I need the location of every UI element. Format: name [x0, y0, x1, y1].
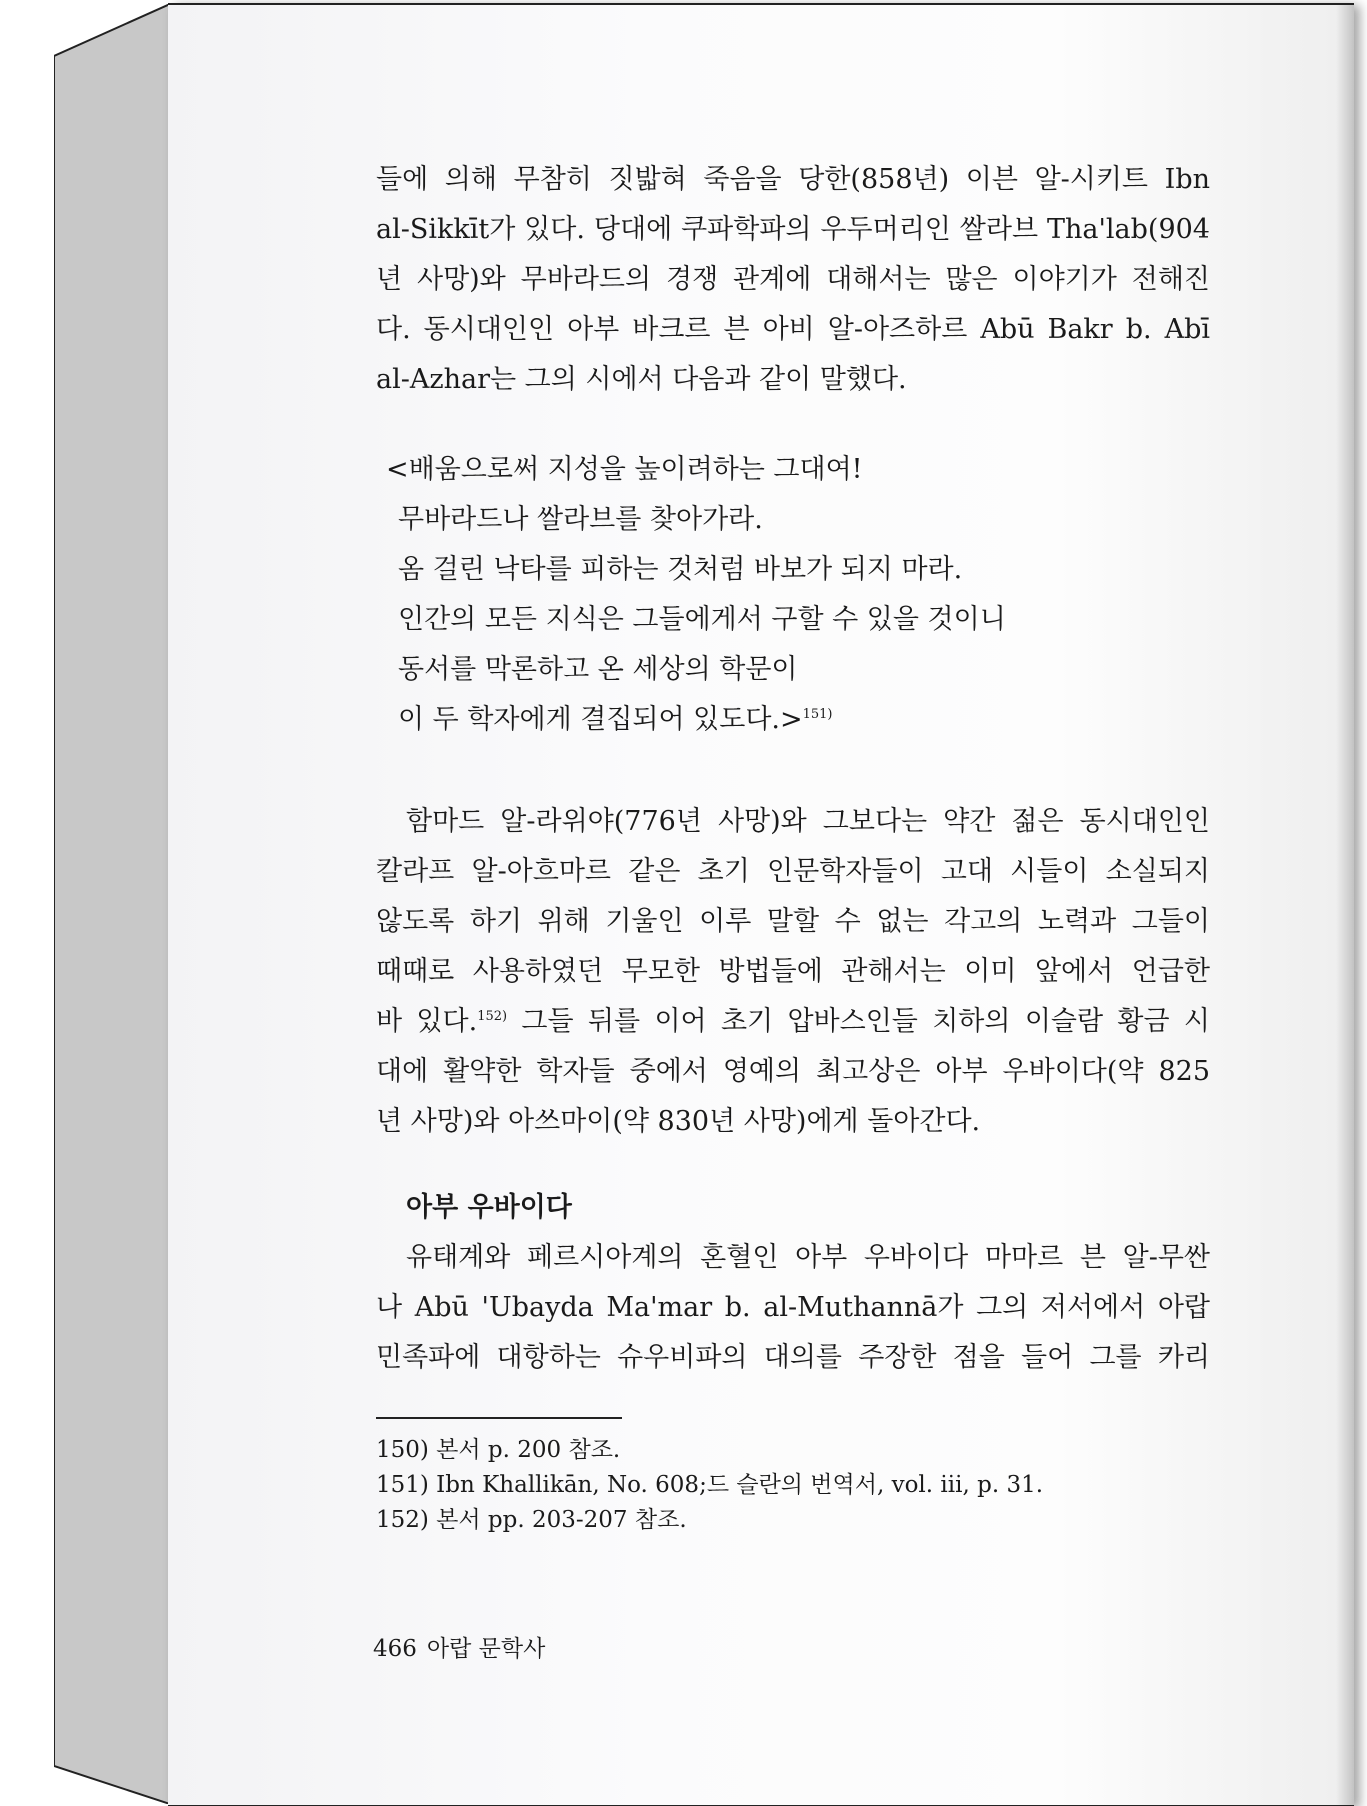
text-line: al-Azhar는 그의 시에서 다음과 같이 말했다.: [376, 364, 907, 395]
footnote-divider: [376, 1417, 622, 1419]
poem-line: 인간의 모든 지식은 그들에게서 구할 수 있을 것이니: [398, 604, 1006, 635]
poem-line-text: 이 두 학자에게 결집되어 있도다.>: [398, 704, 803, 735]
page-number: 466: [373, 1636, 417, 1662]
poem-line: 무바라드나 쌀라브를 찾아가라.: [398, 504, 763, 535]
paragraph-2: [376, 797, 1210, 1147]
footnote-150: 150) 본서 p. 200 참조.: [376, 1437, 621, 1463]
text-segment: 그들 뒤를 이어 초기 압바스인들 치하의 이슬람 황금 시: [507, 1006, 1211, 1037]
book-spine-edge: [54, 4, 170, 1804]
spacer: [376, 1147, 1210, 1183]
footnotes: [376, 1433, 1210, 1538]
poem-line: 동서를 막론하고 온 세상의 학문이: [398, 654, 798, 685]
text-line: 대에 활약한 학자들 중에서 영예의 최고상은 아부 우바이다(약 825: [376, 1056, 1210, 1087]
paragraph-1: [376, 155, 1210, 405]
text-line: 년 사망)와 아쓰마이(약 830년 사망)에게 돌아간다.: [376, 1106, 981, 1137]
text-segment: 바 있다.: [376, 1006, 478, 1037]
text-line: 들에 의해 무참히 짓밟혀 죽음을 당한(858년) 이븐 알-시키트 Ibn: [376, 164, 1210, 195]
page-content: [376, 155, 1210, 1538]
running-title: 아랍 문학사: [426, 1636, 546, 1662]
text-line: 때때로 사용하였던 무모한 방법들에 관해서는 이미 앞에서 언급한: [376, 956, 1210, 987]
quoted-poem: [386, 445, 1210, 745]
section-heading: 아부 우바이다: [406, 1192, 572, 1223]
footnote-151: 151) Ibn Khallikān, No. 608;드 슬란의 번역서, vol. iii, p. 31.: [376, 1472, 1044, 1498]
footnote-ref-151: 151): [802, 707, 833, 722]
text-line: 함마드 알-라위야(776년 사망)와 그보다는 약간 젊은 동시대인인: [406, 806, 1210, 837]
text-line: al-Sikkīt가 있다. 당대에 쿠파학파의 우두머리인 쌀라브 Tha'lab(904: [376, 214, 1210, 245]
text-line: 유태계와 페르시아계의 혼혈인 아부 우바이다 마마르 븐 알-무싼: [406, 1242, 1210, 1273]
poem-line: <배움으로써 지성을 높이려하는 그대여!: [386, 454, 863, 485]
page-sheet: [168, 3, 1354, 1806]
text-line: 년 사망)와 무바라드의 경쟁 관계에 대해서는 많은 이야기가 전해진: [376, 264, 1210, 295]
text-line: 칼라프 알-아흐마르 같은 초기 인문학자들이 고대 시들이 소실되지: [376, 856, 1210, 887]
text-line: 않도록 하기 위해 기울인 이루 말할 수 없는 각고의 노력과 그들이: [376, 906, 1210, 937]
text-line: 민족파에 대항하는 슈우비파의 대의를 주장한 점을 들어 그를 카리: [376, 1342, 1210, 1373]
poem-line: 옴 걸린 낙타를 피하는 것처럼 바보가 되지 마라.: [398, 554, 963, 585]
paragraph-3: [376, 1233, 1210, 1383]
page-footer: [373, 1630, 545, 1663]
text-line: 다. 동시대인인 아부 바크르 븐 아비 알-아즈하르 Abū Bakr b. Abī: [376, 314, 1210, 345]
poem-line-last: [398, 695, 1210, 745]
footnote-152: 152) 본서 pp. 203-207 참조.: [376, 1507, 687, 1533]
text-line-with-note: [376, 997, 1210, 1047]
page-edge-shadow: [1336, 5, 1354, 1805]
spacer: [376, 745, 1210, 797]
text-line: 나 Abū 'Ubayda Ma'mar b. al-Muthannā가 그의 저서에서 아랍: [376, 1292, 1210, 1323]
footnote-ref-152: 152): [477, 1009, 508, 1024]
